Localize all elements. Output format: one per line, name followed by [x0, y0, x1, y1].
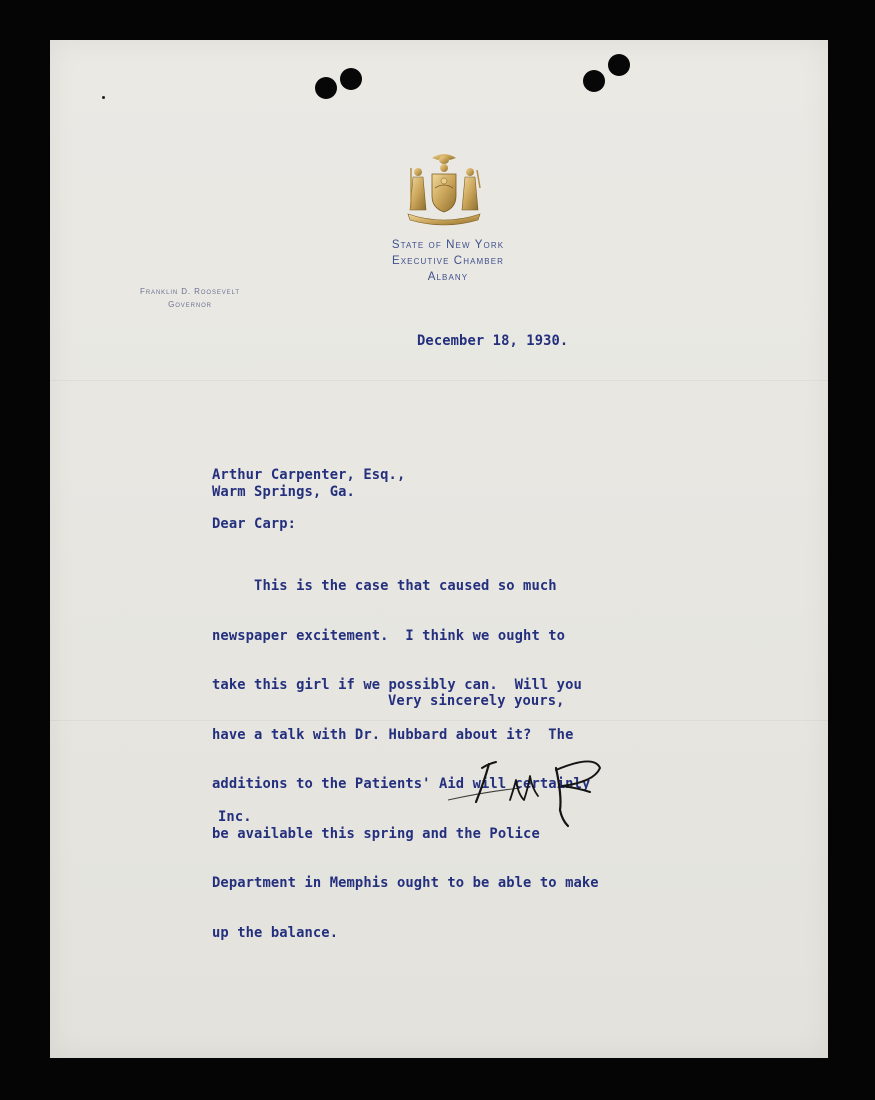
letterhead-city: Albany	[427, 271, 469, 283]
body-line: take this girl if we possibly can. Will you	[212, 677, 582, 693]
letter-date: December 18, 1930.	[417, 333, 569, 349]
paper-speck	[102, 96, 105, 99]
punch-hole	[608, 54, 630, 76]
punch-hole	[340, 68, 362, 90]
closing: Very sincerely yours,	[388, 693, 565, 709]
new-york-state-seal-icon	[402, 148, 486, 228]
sender-title: Governor	[168, 300, 212, 309]
body-line: have a talk with Dr. Hubbard about it? The	[212, 726, 574, 743]
letterhead-state: State of New York	[391, 239, 505, 251]
body-line: This is the case that caused so much	[212, 578, 557, 594]
sender-name: Franklin D. Roosevelt	[140, 287, 240, 296]
body-line: newspaper excitement. I think we ought to	[212, 627, 566, 644]
enclosure-note: Inc.	[218, 809, 252, 825]
recipient-address: Warm Springs, Ga.	[212, 484, 355, 500]
body-line: up the balance.	[212, 924, 339, 941]
letter-sheet	[50, 40, 828, 1058]
recipient-name: Arthur Carpenter, Esq.,	[212, 467, 406, 483]
punch-hole	[583, 70, 605, 92]
fdr-signature-icon	[444, 748, 614, 834]
body-line: be available this spring and the Police	[212, 825, 540, 842]
sender-block	[120, 285, 260, 311]
paper-fold-line	[50, 380, 828, 381]
salutation: Dear Carp:	[212, 516, 297, 532]
letterhead-chamber: Executive Chamber	[391, 255, 505, 267]
letterhead	[348, 237, 548, 285]
body-line: Department in Memphis ought to be able to make	[212, 875, 599, 891]
body-line: additions to the Patients' Aid will certainly	[212, 776, 591, 792]
punch-hole	[315, 77, 337, 99]
